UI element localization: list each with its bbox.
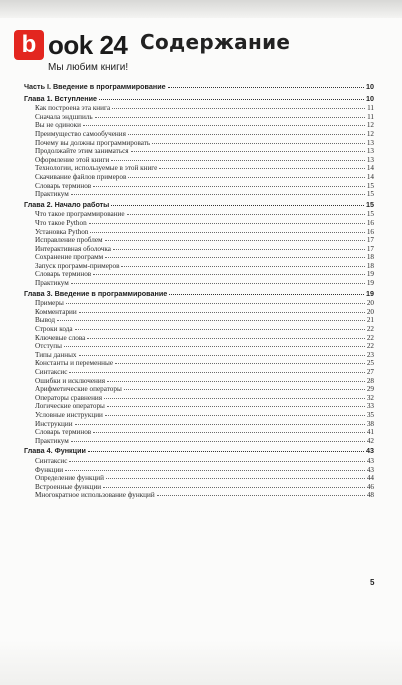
toc-entry-title: Практикум: [35, 190, 69, 199]
toc-dot-leader: [105, 234, 365, 241]
toc-entry-page: 46: [366, 482, 374, 491]
toc-entry-page: 10: [366, 82, 374, 91]
toc-dot-leader: [75, 418, 365, 425]
toc-entry-page: 20: [366, 307, 374, 316]
toc-dot-leader: [112, 102, 365, 109]
toc-entry-page: 28: [366, 376, 374, 385]
toc-entry-title: Сначала эндшпиль: [35, 112, 93, 121]
toc-entry-title: Как построена эта книга: [35, 104, 111, 113]
toc-entry-title: Практикум: [35, 279, 69, 288]
toc-entry-title: Глава 3. Введение в программирование: [24, 288, 168, 298]
toc-entry-page: 15: [366, 181, 374, 190]
toc-dot-leader: [128, 128, 365, 135]
toc-dot-leader: [93, 180, 365, 187]
toc-dot-leader: [157, 489, 365, 496]
toc-entry-title: Синтаксис: [35, 456, 68, 465]
toc-entry-title: Оформление этой книги: [35, 155, 110, 164]
toc-entry-title: Глава 1. Вступление: [24, 93, 98, 103]
toc-dot-leader: [152, 137, 365, 144]
logo-word: ook 24: [48, 30, 128, 60]
toc-dot-leader: [65, 464, 365, 471]
toc-entry-page: 18: [366, 253, 374, 262]
toc-entry-page: 22: [366, 333, 374, 342]
toc-entry-title: Вывод: [35, 316, 56, 325]
page-number: 5: [370, 578, 375, 587]
toc-entry-page: 11: [367, 104, 374, 113]
toc-entry-title: Словарь терминов: [35, 428, 92, 437]
toc-entry-page: 14: [366, 164, 374, 173]
toc-entry-page: 38: [366, 419, 374, 428]
toc-dot-leader: [131, 145, 365, 152]
toc-dot-leader: [57, 314, 365, 321]
toc-entry-page: 13: [366, 138, 374, 147]
toc-dot-leader: [159, 162, 364, 169]
toc-dot-leader: [111, 154, 365, 161]
toc-entry-page: 13: [366, 147, 374, 156]
page-bottom: [0, 640, 402, 685]
toc-entry-page: 42: [366, 436, 374, 445]
toc-entry-page: 19: [366, 279, 374, 288]
toc-entry-page: 21: [366, 316, 374, 325]
toc-dot-leader: [99, 93, 364, 100]
toc-entry-page: 17: [366, 236, 374, 245]
toc-entry-title: Ошибки и исключения: [35, 376, 106, 385]
toc-entry-title: Арифметические операторы: [35, 385, 122, 394]
toc-dot-leader: [95, 111, 365, 118]
toc-entry-page: 22: [366, 342, 374, 351]
toc-entry-title: Логические операторы: [35, 402, 105, 411]
toc-entry-row[interactable]: [24, 278, 374, 287]
toc-entry-title: Операторы сравнения: [35, 393, 103, 402]
toc-dot-leader: [75, 323, 365, 330]
toc-dot-leader: [121, 260, 364, 267]
toc-entry-page: 33: [366, 402, 374, 411]
toc-dot-leader: [87, 332, 364, 339]
toc-dot-leader: [79, 306, 365, 313]
toc-entry-page: 43: [366, 446, 374, 456]
toc-entry-page: 17: [366, 244, 374, 253]
toc-entry-page: 27: [366, 368, 374, 376]
toc-dot-leader: [71, 277, 365, 284]
toc-entry-page: 15: [366, 199, 374, 209]
toc-entry-page: 19: [366, 270, 374, 279]
toc-entry-page: 18: [366, 261, 374, 270]
toc-entry-title: Почему вы должны программировать: [35, 138, 151, 147]
toc-entry-title: Часть I. Введение в программирование: [24, 82, 166, 91]
toc-dot-leader: [71, 188, 365, 195]
toc-dot-leader: [107, 400, 365, 407]
toc-dot-leader: [93, 268, 365, 275]
table-of-contents: [24, 82, 374, 499]
toc-dot-leader: [71, 435, 365, 442]
toc-dot-leader: [115, 357, 365, 364]
toc-entry-page: 15: [366, 190, 374, 199]
toc-entry-title: Интерактивная оболочка: [35, 244, 112, 253]
toc-entry-page: 11: [367, 112, 374, 121]
toc-entry-title: Строки кода: [35, 325, 73, 334]
toc-entry-title: Что такое Python: [35, 218, 87, 227]
toc-entry-title: Запуск программ-примеров: [35, 261, 120, 270]
toc-entry-title: Что такое программирование: [35, 210, 125, 219]
toc-dot-leader: [111, 199, 364, 206]
toc-entry-page: 13: [366, 155, 374, 164]
toc-entry-title: Инструкции: [35, 419, 73, 428]
toc-entry-page: 43: [366, 465, 374, 474]
toc-entry-title: Установка Python: [35, 227, 89, 236]
toc-entry-title: Константы и переменные: [35, 359, 114, 368]
toc-entry-page: 10: [366, 93, 374, 103]
toc-entry-title: Синтаксис: [35, 368, 68, 376]
logo-mark: b: [14, 30, 44, 60]
toc-entry-title: Скачивание файлов примеров: [35, 172, 127, 181]
toc-entry-title: Ключевые слова: [35, 333, 86, 342]
toc-dot-leader: [105, 409, 365, 416]
toc-dot-leader: [104, 392, 365, 399]
toc-dot-leader: [168, 81, 364, 88]
toc-entry-page: 41: [366, 428, 374, 437]
toc-entry-title: Исправление проблем: [35, 236, 103, 245]
toc-entry-page: 14: [366, 172, 374, 181]
page-title: Содержание: [140, 30, 291, 54]
toc-entry-title: Функции: [35, 465, 64, 474]
toc-dot-leader: [89, 217, 365, 224]
toc-entry-title: Словарь терминов: [35, 181, 92, 190]
toc-entry-row[interactable]: [24, 189, 374, 198]
toc-entry-row[interactable]: [24, 490, 374, 499]
toc-entry-page: 48: [366, 491, 374, 500]
toc-entry-page: 16: [366, 218, 374, 227]
toc-entry-page: 12: [366, 129, 374, 138]
toc-entry-page: 19: [366, 288, 374, 298]
toc-dot-leader: [169, 288, 364, 295]
toc-entry-page: 15: [366, 210, 374, 219]
toc-entry-page: 22: [366, 325, 374, 334]
toc-dot-leader: [90, 226, 364, 233]
toc-dot-leader: [127, 208, 365, 215]
toc-dot-leader: [124, 383, 365, 390]
toc-entry-title: Условные инструкции: [35, 410, 103, 419]
toc-entry-page: 29: [366, 385, 374, 394]
toc-dot-leader: [128, 171, 364, 178]
toc-entry-title: Типы данных: [35, 350, 77, 359]
toc-entry-page: 43: [366, 456, 374, 465]
toc-entry-page: 23: [366, 350, 374, 359]
toc-entry-title: Определение функций: [35, 474, 104, 483]
toc-entry-title: Многократное использование функций: [35, 491, 155, 500]
page-top-edge: [0, 0, 402, 18]
toc-entry-title: Продолжайте этим заниматься: [35, 147, 129, 156]
toc-dot-leader: [79, 349, 365, 356]
toc-entry-page: 35: [366, 410, 374, 419]
toc-entry-title: Вы не одиноки: [35, 121, 81, 130]
toc-entry-title: Словарь терминов: [35, 270, 92, 279]
logo-tagline: Мы любим книги!: [48, 62, 129, 73]
toc-chapter-row[interactable]: [24, 82, 374, 92]
toc-entry-page: 12: [366, 121, 374, 130]
toc-dot-leader: [93, 426, 365, 433]
toc-entry-page: 32: [366, 393, 374, 402]
toc-entry-title: Глава 4. Функции: [24, 446, 86, 456]
toc-entry-page: 16: [366, 227, 374, 236]
toc-dot-leader: [107, 375, 365, 382]
toc-entry-title: Примеры: [35, 299, 64, 308]
toc-entry-title: Глава 2. Начало работы: [24, 199, 110, 209]
toc-entry-page: 20: [366, 299, 374, 308]
toc-entry-title: Отступы: [35, 342, 62, 351]
toc-entry-page: 44: [366, 474, 374, 483]
toc-dot-leader: [103, 481, 365, 488]
toc-entry-title: Сохранение программ: [35, 253, 104, 262]
toc-dot-leader: [69, 366, 364, 373]
toc-dot-leader: [105, 251, 365, 258]
toc-dot-leader: [106, 472, 365, 479]
toc-entry-row[interactable]: [24, 436, 374, 445]
toc-dot-leader: [69, 455, 364, 462]
toc-dot-leader: [66, 297, 365, 304]
toc-dot-leader: [83, 119, 365, 126]
toc-dot-leader: [113, 243, 365, 250]
toc-dot-leader: [88, 445, 364, 452]
toc-entry-title: Комментарии: [35, 307, 77, 316]
toc-entry-title: Встроенные функции: [35, 482, 102, 491]
toc-entry-title: Технологии, используемые в этой книге: [35, 164, 158, 173]
toc-entry-page: 25: [366, 359, 374, 368]
toc-entry-title: Практикум: [35, 436, 69, 445]
toc-entry-title: Преимущество самообучения: [35, 129, 126, 138]
toc-dot-leader: [64, 340, 365, 347]
